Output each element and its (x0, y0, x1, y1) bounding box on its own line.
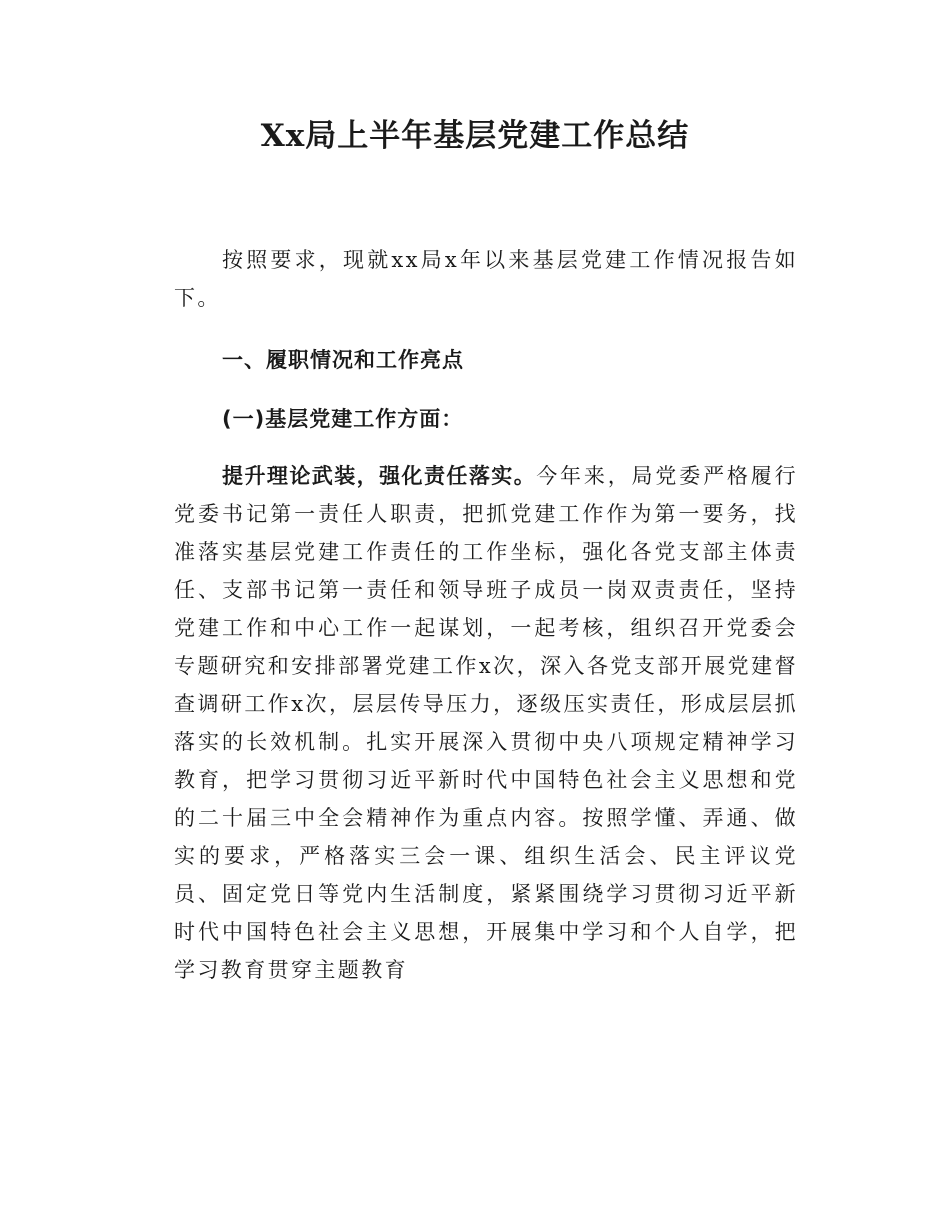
paragraph-lead: 提升理论武装，强化责任落实。 (222, 464, 537, 488)
subsection-heading: (一)基层党建工作方面： (222, 407, 464, 431)
intro-paragraph: 按照要求，现就xx局x年以来基层党建工作情况报告如下。 (174, 248, 798, 310)
document-title: Xx局上半年基层党建工作总结 (260, 118, 690, 154)
paragraph-body: 今年来，局党委严格履行党委书记第一责任人职责，把抓党建工作作为第一要务，找准落实基层党建工作责任的工作坐标，强化各党支部主体责任、支部书记第一责任和领导班子成员一岗双责责任，坚持党建工作和中心工作一起谋划，一起考核，组织召开党委会专题研究和安排部署党建工作x次，深入各党支部开展党建督查调研工作x次，层层传导压力，逐级压实责任，形成层层抓落实的长效机制。扎实开展深入贯彻中央八项规定精神学习教育，把学习贯彻习近平新时代中国特色社会主义思想和党的二十届三中全会精神作为重点内容。按照学懂、弄通、做实的要求，严格落实三会一课、组织生活会、民主评议党员、固定党日等党内生活制度，紧紧围绕学习贯彻习近平新时代中国特色社会主义思想，开展集中学习和个人自学，把学习教育贯穿主题教育 (174, 464, 799, 982)
body-paragraph (174, 457, 798, 989)
section-heading: 一、履职情况和工作亮点 (222, 348, 464, 372)
